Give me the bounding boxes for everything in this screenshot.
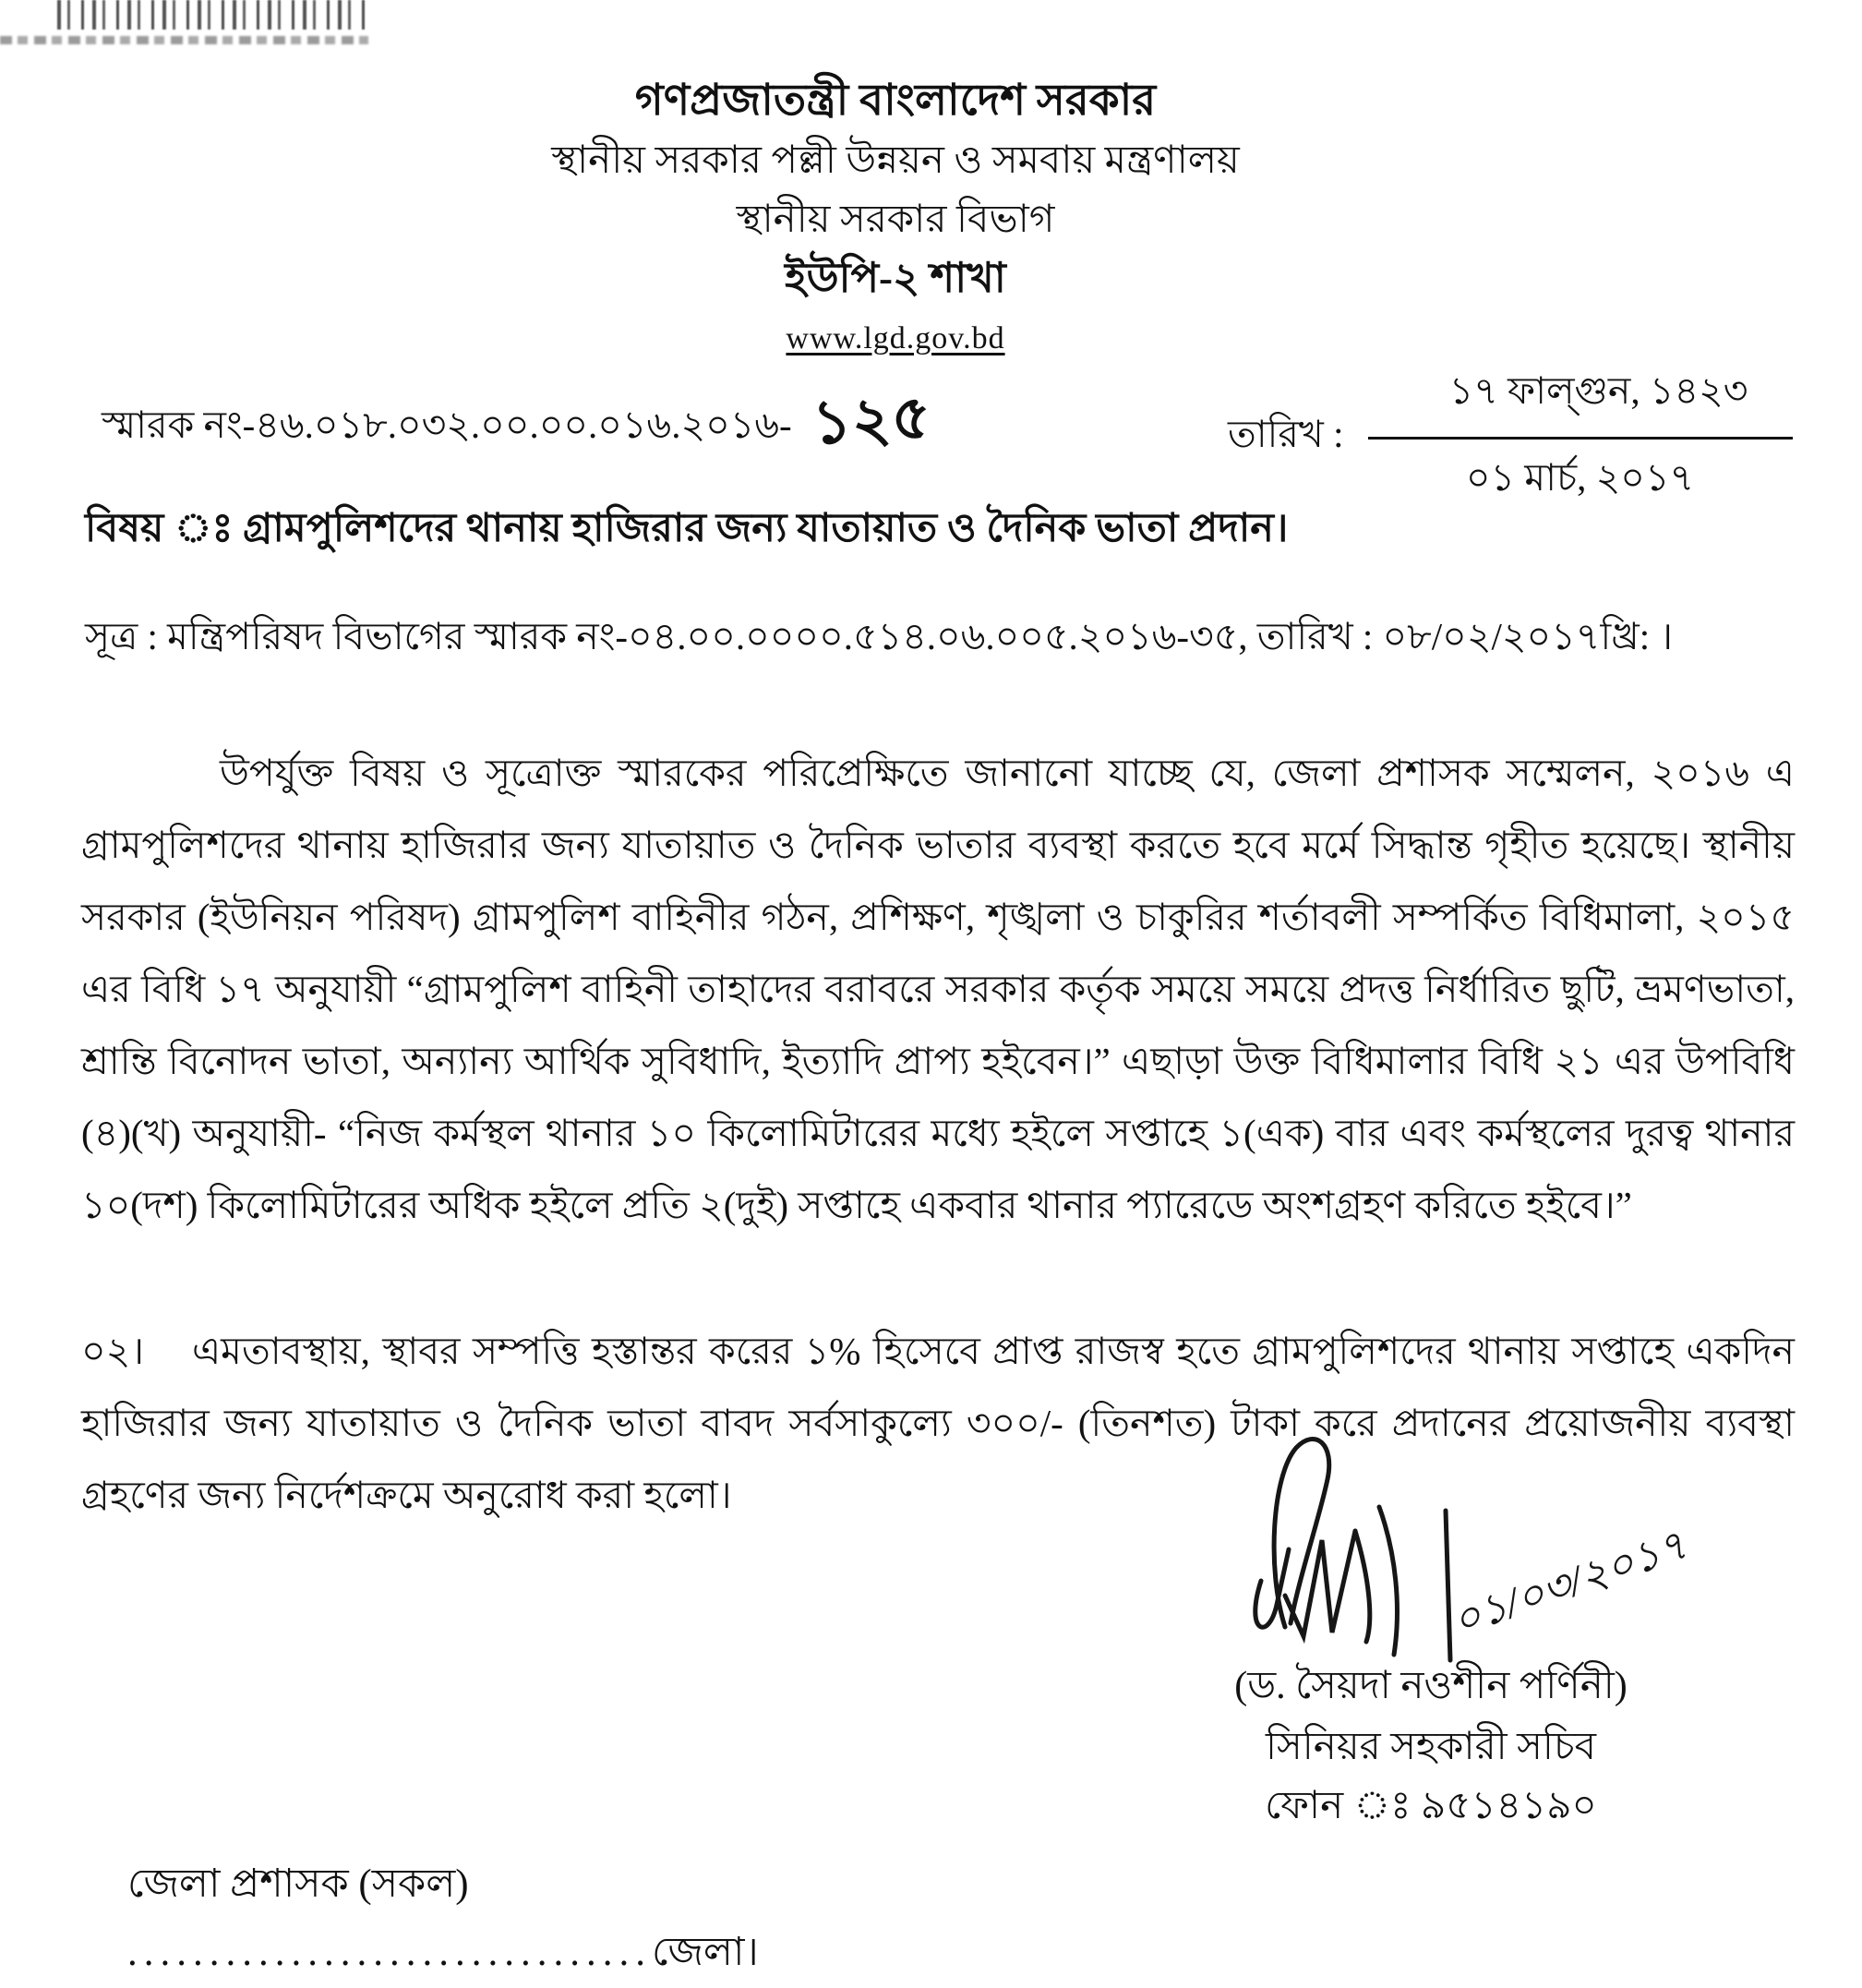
subject-line: বিষয় ঃ গ্রামপুলিশদের থানায় হাজিরার জন্য যাতায়াত ও দৈনিক ভাতা প্রদান।	[85, 507, 1289, 550]
signature-stroke	[1379, 1507, 1397, 1655]
paragraph-number: ০২।	[81, 1330, 144, 1372]
letterhead	[185, 79, 1606, 356]
date-label: তারিখ :	[1228, 413, 1344, 455]
division-name: স্থানীয় সরকার বিভাগ	[736, 199, 1055, 241]
recipient-line-2	[127, 1922, 759, 1988]
date-fraction	[1368, 362, 1793, 512]
date-bangla: ১৭ ফাল্গুন, ১৪২৩	[1368, 362, 1793, 440]
branch-name: ইউপি-২ শাখা	[785, 255, 1006, 301]
body-paragraph-1: উপর্যুক্ত বিষয় ও সূত্রোক্ত স্মারকের পরিপ্রেক্ষিতে জানানো যাচ্ছে যে, জেলা প্রশাসক সম্মেলন, ২০১৬ এ গ্রামপুলিশদের থানায় হাজিরার জন্য যাতায়াত ও দৈনিক ভাতার ব্যবস্থা করতে হবে মর্মে সিদ্ধান্ত গৃহীত হয়েছে। স্থানীয় সরকার (ইউনিয়ন পরিষদ) গ্রামপুলিশ বাহিনীর গঠন, প্রশিক্ষণ, শৃঙ্খলা ও চাকুরির শর্তাবলী সম্পর্কিত বিধিমালা, ২০১৫ এর বিধি ১৭ অনুযায়ী “গ্রামপুলিশ বাহিনী তাহাদের বরাবরে সরকার কর্তৃক সময়ে সময়ে প্রদত্ত নির্ধারিত ছুটি, ভ্রমণভাতা, শ্রান্তি বিনোদন ভাতা, অন্যান্য আর্থিক সুবিধাদি, ইত্যাদি প্রাপ্য হইবেন।” এছাড়া উক্ত বিধিমালার বিধি ২১ এর উপবিধি (৪)(খ) অনুযায়ী- “নিজ কর্মস্থল থানার ১০ কিলোমিটারের মধ্যে হইলে সপ্তাহে ১(এক) বার এবং কর্মস্থলের দুরত্ব থানার ১০(দশ) কিলোমিটারের অধিক হইলে প্রতি ২(দুই) সপ্তাহে একবার থানার প্যারেডে অংশগ্রহণ করিতে হইবে।”	[81, 752, 1795, 1226]
scan-artifact-row	[57, 0, 368, 30]
date-block	[1228, 362, 1793, 512]
recipient-district-label: জেলা।	[652, 1931, 759, 1974]
signature-scribble	[1182, 1422, 1772, 1681]
signature-stroke	[1285, 1531, 1355, 1636]
recipient-line-1: জেলা প্রশাসক (সকল)	[127, 1862, 469, 1906]
signature-loop	[1274, 1439, 1329, 1627]
date-gregorian: ০১ মার্চ, ২০১৭	[1465, 456, 1695, 499]
signatory-phone: ফোন ঃ ৯৫১৪১৯০	[1265, 1785, 1597, 1827]
signature-stroke	[1446, 1511, 1450, 1660]
recipient-dotted-blank: ................................	[127, 1931, 652, 1974]
signatory-designation: সিনিয়র সহকারী সচিব	[1266, 1726, 1596, 1768]
memo-number: স্মারক নং-৪৬.০১৮.০৩২.০০.০০.০১৬.২০১৬-	[102, 403, 792, 446]
government-title: গণপ্রজাতন্ত্রী বাংলাদেশ সরকার	[634, 77, 1157, 125]
website-url: www.lgd.gov.bd	[786, 321, 1005, 355]
website-line	[185, 321, 1606, 356]
reference-line: সূত্র : মন্ত্রিপরিষদ বিভাগের স্মারক নং-০৪.০০.০০০০.৫১৪.০৬.০০৫.২০১৬-৩৫, তারিখ : ০৮/০২/২০১৭খ্রি: ।	[85, 615, 1673, 657]
scan-artifact-row	[0, 36, 368, 44]
signature-stroke	[1355, 1531, 1370, 1642]
signature-handwritten-date: ০১/০৩/২০১৭	[1446, 1521, 1693, 1645]
signatory-name: (ড. সৈয়দা নওশীন পর্ণিনী)	[1234, 1665, 1628, 1707]
ministry-name: স্থানীয় সরকার পল্লী উন্নয়ন ও সমবায় মন্ত্রণালয়	[551, 139, 1240, 182]
memo-number-row	[102, 377, 931, 478]
paragraph-2-text: এমতাবস্থায়, স্থাবর সম্পত্তি হস্তান্তর করের ১% হিসেবে প্রাপ্ত রাজস্ব হতে গ্রামপুলিশদের থানায় সপ্তাহে একদিন হাজিরার জন্য যাতায়াত ও দৈনিক ভাতা বাবদ সর্বসাকুল্যে ৩০০/- (তিনশত) টাকা করে প্রদানের প্রয়োজনীয় ব্যবস্থা গ্রহণের জন্য নির্দেশক্রমে অনুরোধ করা হলো।	[81, 1330, 1795, 1516]
scan-artifact	[0, 0, 368, 55]
memo-handwritten-serial: ১২৫	[810, 380, 932, 459]
